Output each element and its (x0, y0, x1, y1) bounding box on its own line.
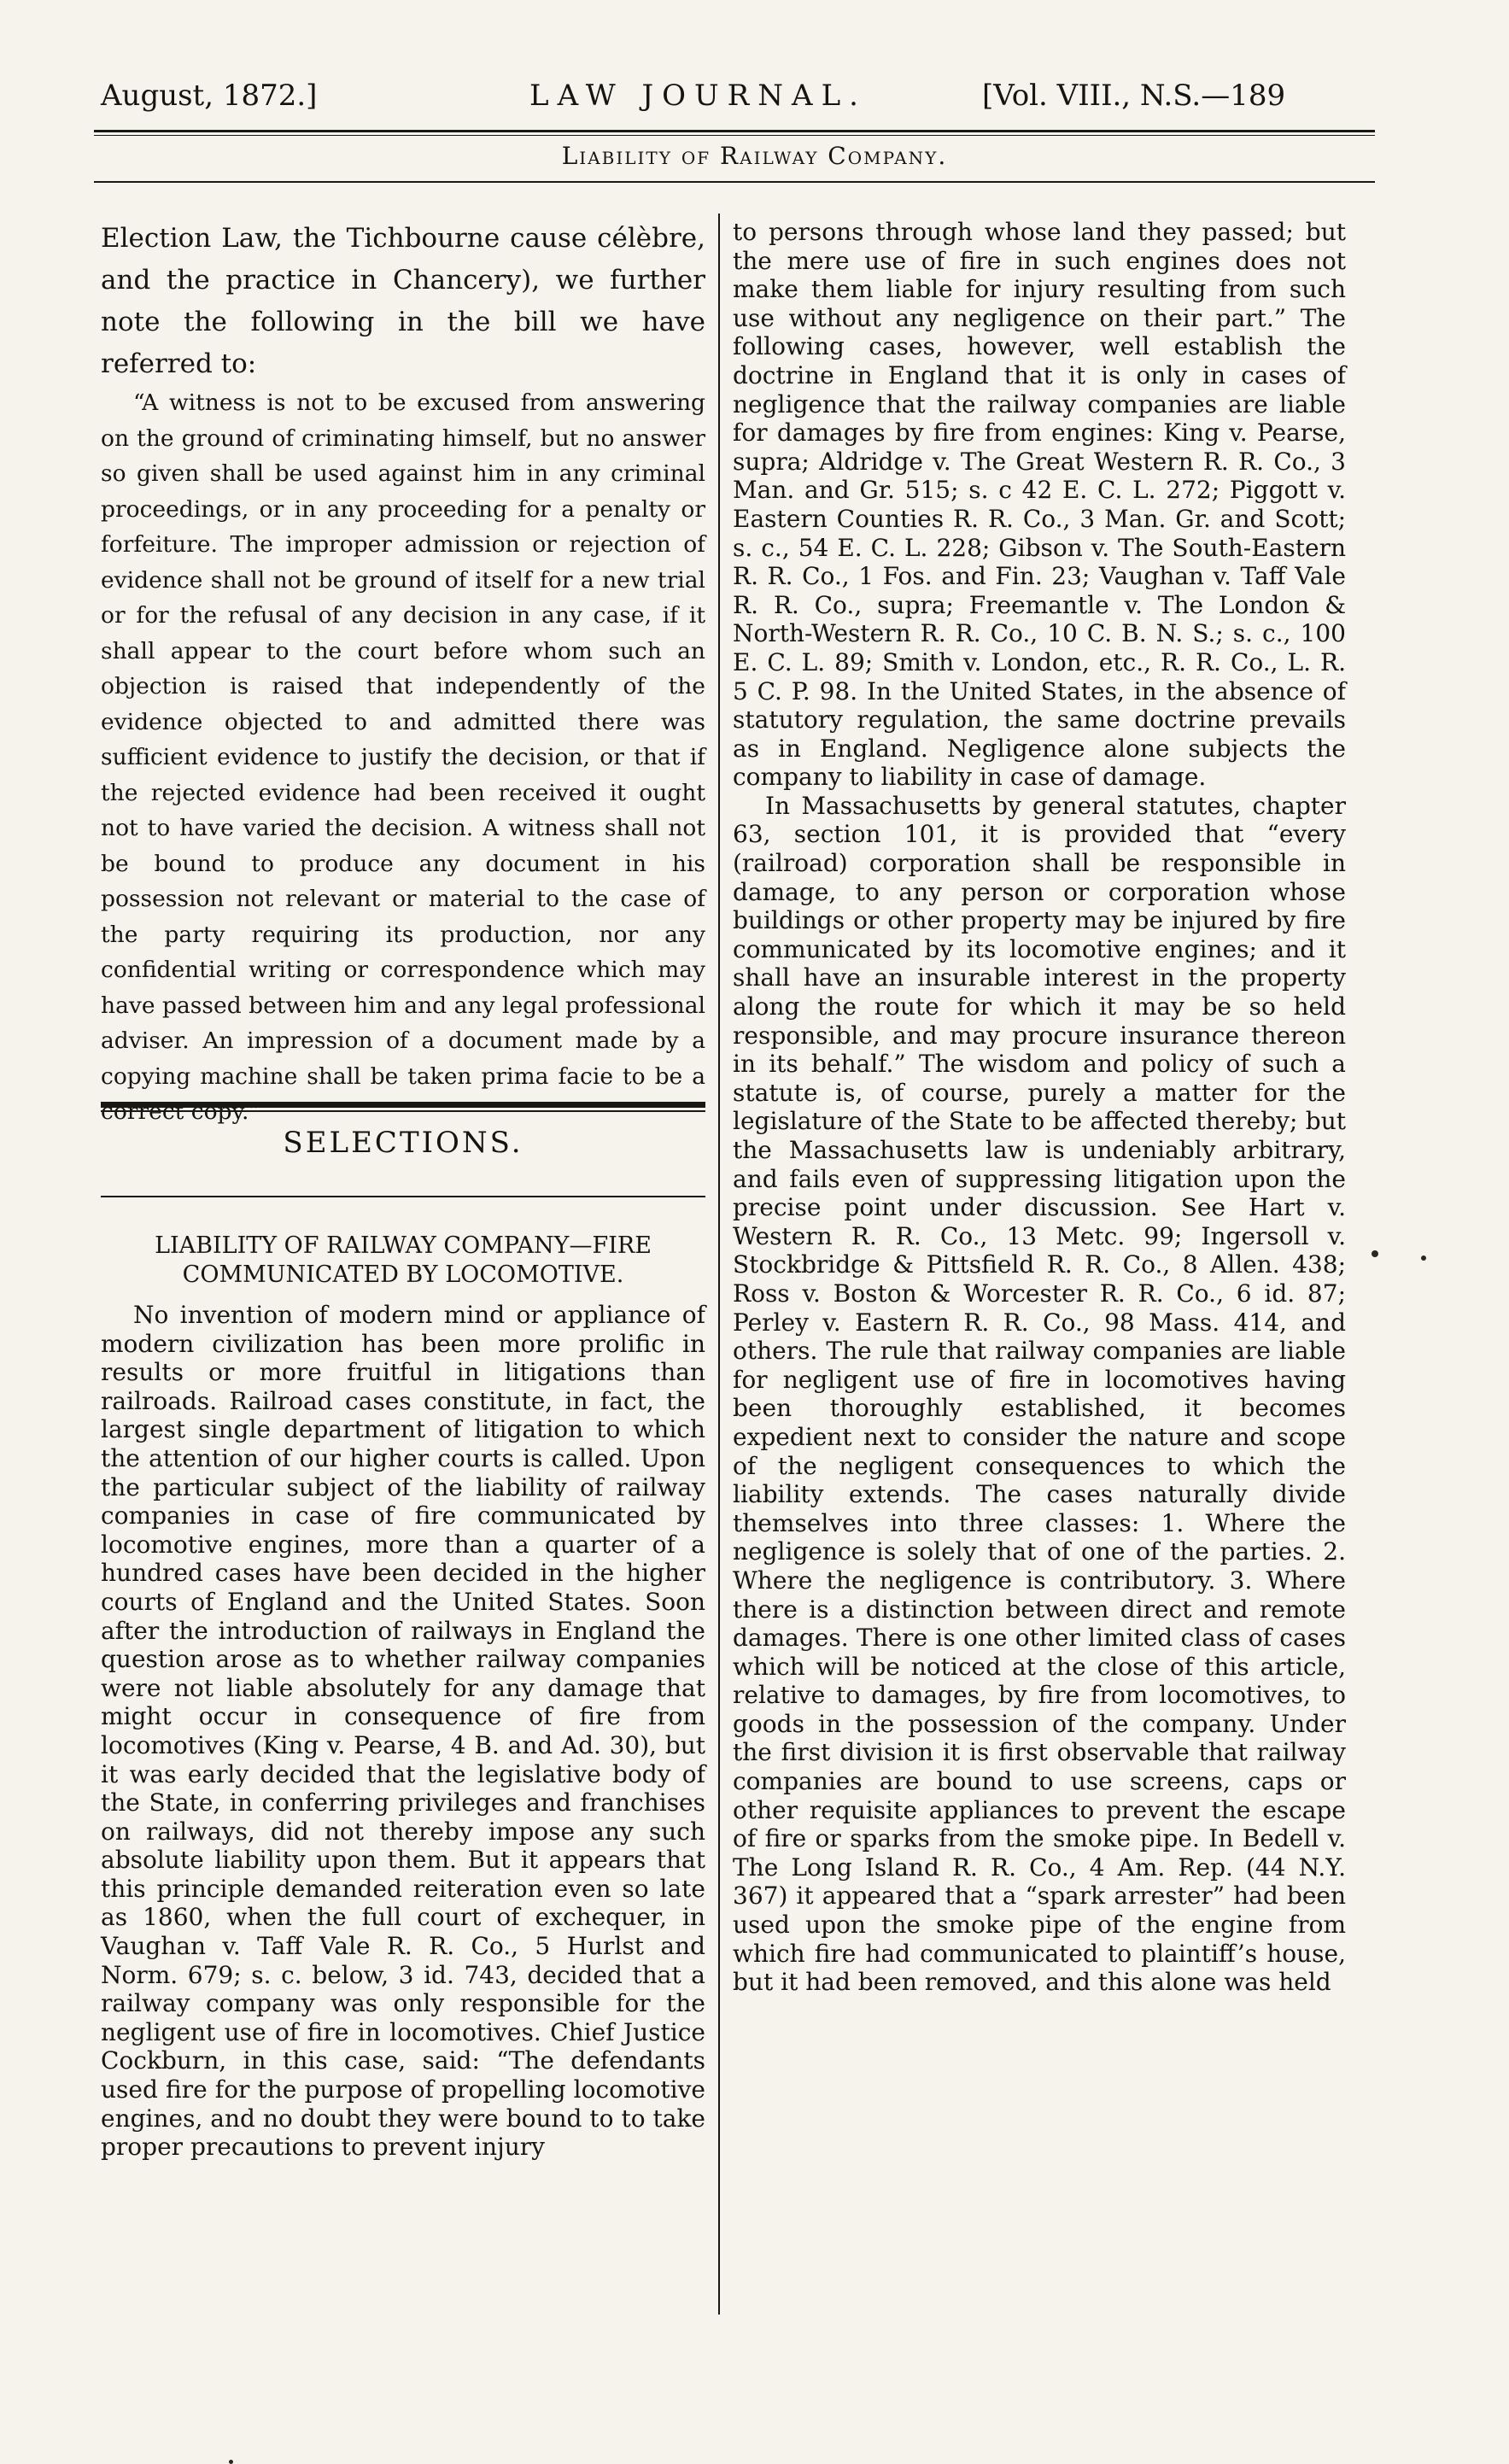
left-column-lower (101, 1301, 705, 2162)
article-title-line-2: COMMUNICATED BY LOCOMOTIVE. (182, 1261, 624, 1288)
bottom-speck (229, 2460, 233, 2464)
running-title-rule (94, 181, 1375, 183)
article-title (101, 1232, 705, 1290)
article-title-line-1: LIABILITY OF RAILWAY COMPANY—FIRE (155, 1232, 652, 1259)
section-rule-thin (101, 1110, 705, 1112)
header-rule-top (94, 130, 1375, 132)
left-column-upper (101, 218, 705, 1130)
quoted-bill-clause: “A witness is not to be excused from answering on the ground of criminating himself, but no answer so given shall be used against him in any criminal proceedings, or in any proceeding for a penalty or forfeiture. The improper admission or rejection of evidence shall not be ground of itself for a new trial or for the refusal of any decision in any case, if it shall appear to the court before whom such an objection is raised that independently of the evidence objected to and admitted there was sufficient evidence to justify the decision, or that if the rejected evidence had been received it ought not to have varied the decision. A witness shall not be bound to produce any document in his possession not relevant or material to the case of the party requiring its production, nor any confidential writing or correspondence which may have passed between him and any legal professional adviser. An impression of a document made by a copying machine shall be taken prima facie to be a correct copy.” (101, 389, 705, 1125)
selections-heading-wrap (101, 1126, 705, 1160)
right-paragraph-2: In Massachusetts by general statutes, chapter 63, section 101, it is provided that “every (railroad) corporation shall be responsible in damage, to any person or corporation whose buildings or other property may be injured by fire communicated by its locomotive engines; and it shall have an insurable interest in the property along the route for which it may be so held responsible, and may procure insurance thereon in its behalf.” The wisdom and policy of such a statute is, of course, purely a matter for the legislature of the State to be affected thereby; but the Massachusetts law is undeniably arbitrary, and fails even of suppressing litigation upon the precise point under discussion. See Hart v. Western R. R. Co., 13 Metc. 99; Ingersoll v. Stockbridge & Pittsfield R. R. Co., 8 Allen. 438; Ross v. Boston & Worcester R. R. Co., 6 id. 87; Perley v. Eastern R. R. Co., 98 Mass. 414, and others. The rule that railway companies are liable for negligent use of fire in locomotives having been thoroughly established, it becomes expedient next to consider the nature and scope of the negligent consequences to which the liability extends. The cases naturally divide themselves into three classes: 1. Where the negligence is solely that of one of the parties. 2. Where the negligence is contributory. 3. Where there is a distinction between direct and remote damages. There is one other limited class of cases which will be noticed at the close of this article, relative to damages, by fire from locomotives, to goods in the possession of the company. Under the first division it is first observable that railway companies are bound to use screens, caps or other requisite appliances to prevent the escape of fire or sparks from the smoke pipe. In Bedell v. The Long Island R. R. Co., 4 Am. Rep. (44 N.Y. 367) it appeared that a “spark arrester” had been used upon the smoke pipe of the engine from which fire had communicated to plaintiff’s house, but it had been removed, and this alone was held (733, 791, 1346, 1997)
article-body-paragraph: No invention of modern mind or appliance of modern civilization has been more prolific in results or more fruitful in litigations than railroads. Railroad cases constitute, in fact, the largest single department of litigation to which the attention of our higher courts is called. Upon the particular subject of the liability of railway companies in case of fire communicated by locomotive engines, more than a quarter of a hundred cases have been decided in the higher courts of England and the United States. Soon after the introduction of railways in England the question arose as to whether railway companies were not liable absolutely for any damage that might occur in consequence of fire from locomotives (King v. Pearse, 4 B. and Ad. 30), but it was early decided that the legislative body of the State, in conferring privileges and franchises on railways, did not thereby impose any such absolute liability upon them. But it appears that this principle demanded reiteration even so late as 1860, when the full court of exchequer, in Vaughan v. Taff Vale R. R. Co., 5 Hurlst and Norm. 679; s. c. below, 3 id. 743, decided that a railway company was only responsible for the negligent use of fire in locomotives. Chief Justice Cockburn, in this case, said: “The defendants used fire for the purpose of propelling locomotive engines, and no doubt they were bound to to take proper precautions to prevent injury (101, 1301, 705, 2162)
right-column (733, 218, 1346, 1997)
header-rule-bottom (94, 135, 1375, 136)
lead-paragraph: Election Law, the Tichbourne cause célèbre, and the practice in Chancery), we further note the following in the bill we have referred to: (101, 223, 705, 379)
selections-heading: SELECTIONS. (283, 1126, 523, 1160)
volume-page: [Vol. VIII., N.S.—189 (982, 79, 1286, 113)
margin-speck (1372, 1250, 1378, 1257)
margin-speck-right (1421, 1255, 1426, 1261)
header-date: August, 1872.] (101, 79, 318, 113)
journal-title: LAW JOURNAL. (529, 79, 867, 113)
running-title: Liability of Railway Company. (561, 142, 948, 170)
section-rule-thick (101, 1102, 705, 1108)
page-header (0, 79, 1509, 121)
heading-rule (101, 1196, 705, 1197)
column-divider (718, 214, 720, 2315)
right-paragraph-1: to persons through whose land they passed; but the mere use of fire in such engines does not make them liable for injury resulting from such use without any negligence on their part.” The following cases, however, well establish the doctrine in England that it is only in cases of negligence that the railway companies are liable for damages by fire from engines: King v. Pearse, supra; Aldridge v. The Great Western R. R. Co., 3 Man. and Gr. 515; s. c 42 E. C. L. 272; Piggott v. Eastern Counties R. R. Co., 3 Man. Gr. and Scott; s. c., 54 E. C. L. 228; Gibson v. The South-Eastern R. R. Co., 1 Fos. and Fin. 23; Vaughan v. Taff Vale R. R. Co., supra; Freemantle v. The London & North-Western R. R. Co., 10 C. B. N. S.; s. c., 100 E. C. L. 89; Smith v. London, etc., R. R. Co., L. R. 5 C. P. 98. In the United States, in the absence of statutory regulation, the same doctrine prevails as in England. Negligence alone subjects the company to liability in case of damage. (733, 218, 1346, 792)
